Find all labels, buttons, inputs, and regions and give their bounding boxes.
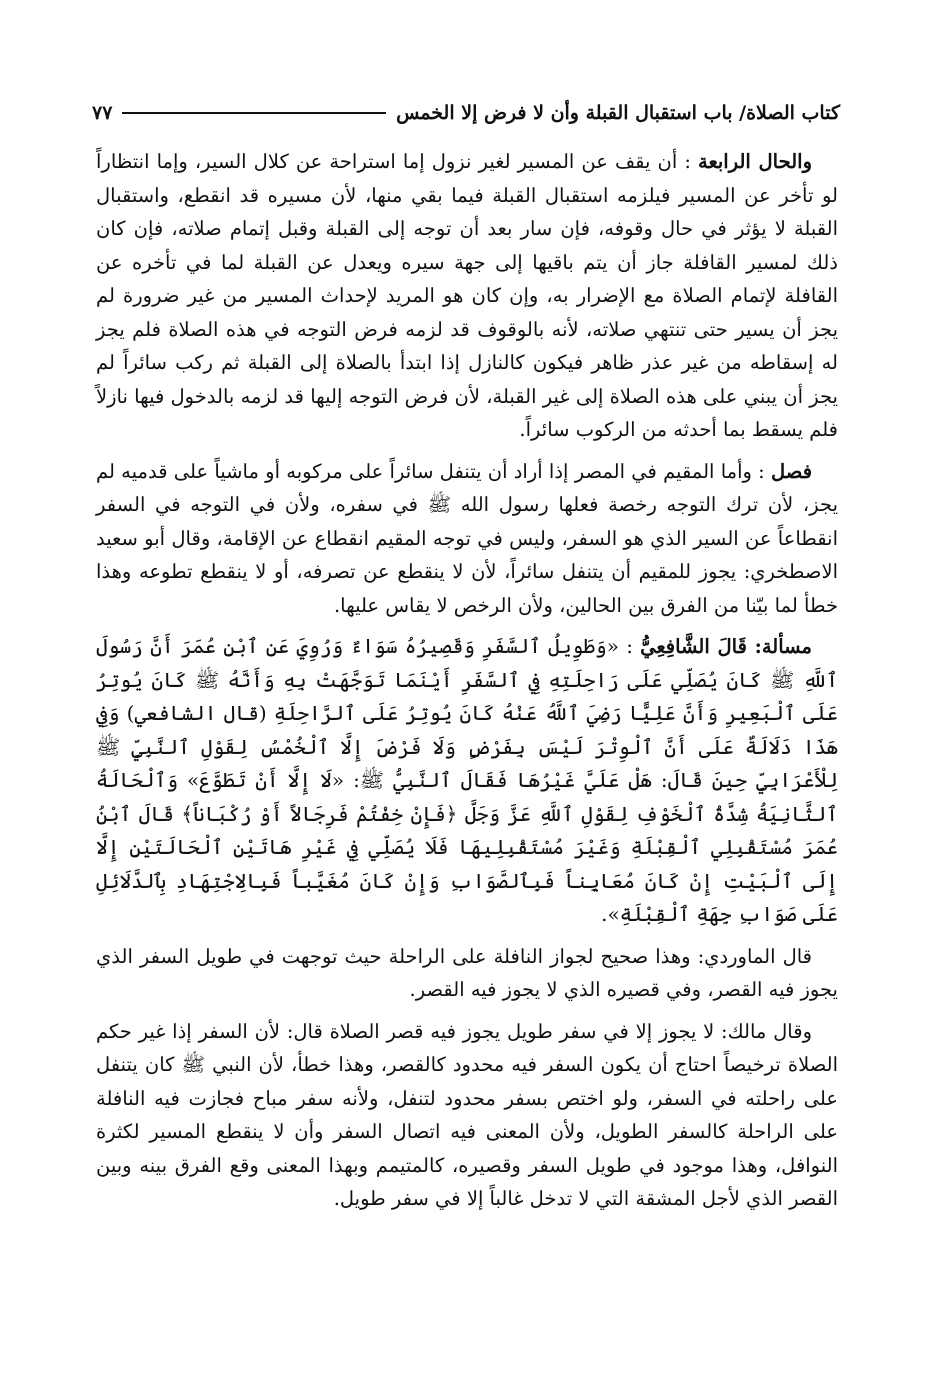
paragraph-section [96,455,838,623]
paragraph-text: وقال مالك: لا يجوز إلا في سفر طويل يجوز فيه قصر الصلاة قال: لأن السفر إذا غير حكم الصلاة ترخيصاً احتاج أن يكون السفر فيه محدود كالقصر، وهذا خطأ، لأن النبي ﷺ كان يتنفل على راحلته في السفر، ولو اختص بسفر محدود لتنفل، ولأنه سفر مباح فجازت فيه النافلة على الراحلة كالسفر الطويل، ولأن المعنى فيه اتصال السفر وأن لا ينقطع المسير لكثرة النوافل، وهذا موجود في طويل السفر وقصيره، كالمتيمم وبهذا المعنى وقع الفرق بينه وبين القصر الذي لأجل المشقة التي لا تدخل غالباً إلا في سفر طويل. [96,1019,838,1210]
paragraph-lead: والحال الرابعة [698,150,812,173]
paragraph-fourth-state [96,145,838,447]
paragraph-lead: مسألة: قَالَ الشَّافِعِيُّ [640,635,812,658]
paragraph-issue [96,630,838,932]
paragraph-malik [96,1015,838,1216]
body-text [96,145,838,1224]
page-number: ٧٧ [92,102,113,124]
header-title: كتاب الصلاة/ باب استقبال القبلة وأن لا فرض إلا الخمس [396,102,840,124]
paragraph-quote: : «وَطَوِيلُ ٱلسَّفَرِ وَقَصِيرُهُ سَوَاءٌ وَرُوِيَ عَنِ ٱبْنِ عُمَرَ أَنَّ رَسُولَ ٱللَّهِ ﷺ كَانَ يُصَلِّي عَلَى رَاحِلَتِهِ فِي ٱلسَّفَرِ أَيْنَمَا تَوَجَّهَتْ بِهِ وَأَنَّهُ ﷺ كَانَ يُوتِرُ عَلَى ٱلْبَعِيرِ وَأَنَّ عَلِيًّا رَضِيَ ٱللَّهُ عَنْهُ كَانَ يُوتِرُ عَلَى ٱلرَّاحِلَةِ (قال الشافعي) وَفِي هَذَا دَلَالَةٌ عَلَى أَنَّ ٱلْوِتْرَ لَيْسَ بِفَرْضٍ وَلَا فَرْضَ إِلَّا ٱلْخُمْسُ لِقَوْلِ ٱلنَّبِيِّ ﷺ لِلْأَعْرَابِيِّ حِينَ قَالَ: هَلْ عَلَيَّ غَيْرُهَا فَقَالَ ٱلنَّبِيُّ ﷺ: «لَا إِلَّا أَنْ تَطَوَّعَ» وَٱلْحَالَةُ ٱلثَّانِيَةُ شِدَّةُ ٱلْخَوْفِ لِقَوْلِ ٱللَّهِ عَزَّ وَجَلَّ ﴿فَإِنْ خِفْتُمْ فَرِجَالاً أَوْ رُكْبَاناً﴾ قَالَ ٱبْنُ عُمَرَ مُسْتَقْبِلِي ٱلْقِبْلَةِ وَغَيْرَ مُسْتَقْبِلِيهَا فَلَا يُصَلِّي فِي غَيْرِ هَاتَيْنِ ٱلْحَالَتَيْنِ إِلَّا إِلَى ٱلْبَيْتِ إِنْ كَانَ مُعَايِناً فَبِٱلصَّوَابِ وَإِنْ كَانَ مُغَيَّباً فَبِالِاجْتِهَادِ بِٱلدَّلَائِلِ عَلَى صَوَابِ جِهَةِ ٱلْقِبْلَةِ». [96,634,838,926]
paragraph-text: قال الماوردي: وهذا صحيح لجواز النافلة على الراحلة حيث توجهت في طويل السفر الذي يجوز فيه القصر، وفي قصيره الذي لا يجوز فيه القصر. [96,944,838,1001]
paragraph-text: : وأما المقيم في المصر إذا أراد أن يتنفل سائراً على مركوبه أو ماشياً على قدميه لم يجز، لأن ترك التوجه رخصة فعلها رسول الله ﷺ في سفره، ولأن في التوجه في السفر انقطاعاً عن السير الذي هو السفر، وليس في توجه المقيم انقطاع عن الإقامة، وقال أبو سعيد الاصطخري: يجوز للمقيم أن يتنفل سائراً، لأن لا ينقطع عن تصرفه، أو لا ينقطع تطوعه وهذا خطأ لما بيّنا من الفرق بين الحالين، ولأن الرخص لا يقاس عليها. [96,459,838,617]
running-header [92,96,840,130]
paragraph-text: : أن يقف عن المسير لغير نزول إما استراحة عن كلال السير، وإما انتظاراً لو تأخر عن المسير فيلزمه استقبال القبلة فيما بقي منها، لأن مسيره قد انقطع، واستقبال القبلة لا يؤثر في حال وقوفه، فإن سار بعد أن توجه إلى القبلة وقبل إتمام صلاته، فإن كان ذلك لمسير القافلة جاز أن يتم باقيها إلى جهة سيره ويعدل عن القبلة لما في تأخره عن القافلة لإتمام الصلاة مع الإضرار به، وإن كان هو المريد لإحداث المسير من غير ضرورة لم يجز أن يسير حتى تنتهي صلاته، لأنه بالوقوف قد لزمه فرض التوجه في هذه الصلاة فلم يجز له إسقاطه من غير عذر ظاهر فيكون كالنازل إذا ابتدأ بالصلاة إلى القبلة ثم ركب سائراً لم يجز أن يبني على هذه الصلاة إلى غير القبلة، لأن فرض التوجه إليها قد لزمه بالدخول فيها نازلاً فلم يسقط بما أحدثه من الركوب سائراً. [96,150,838,441]
header-rule [122,112,386,114]
paragraph-mawardi [96,940,838,1007]
paragraph-lead: فصل [771,459,813,483]
